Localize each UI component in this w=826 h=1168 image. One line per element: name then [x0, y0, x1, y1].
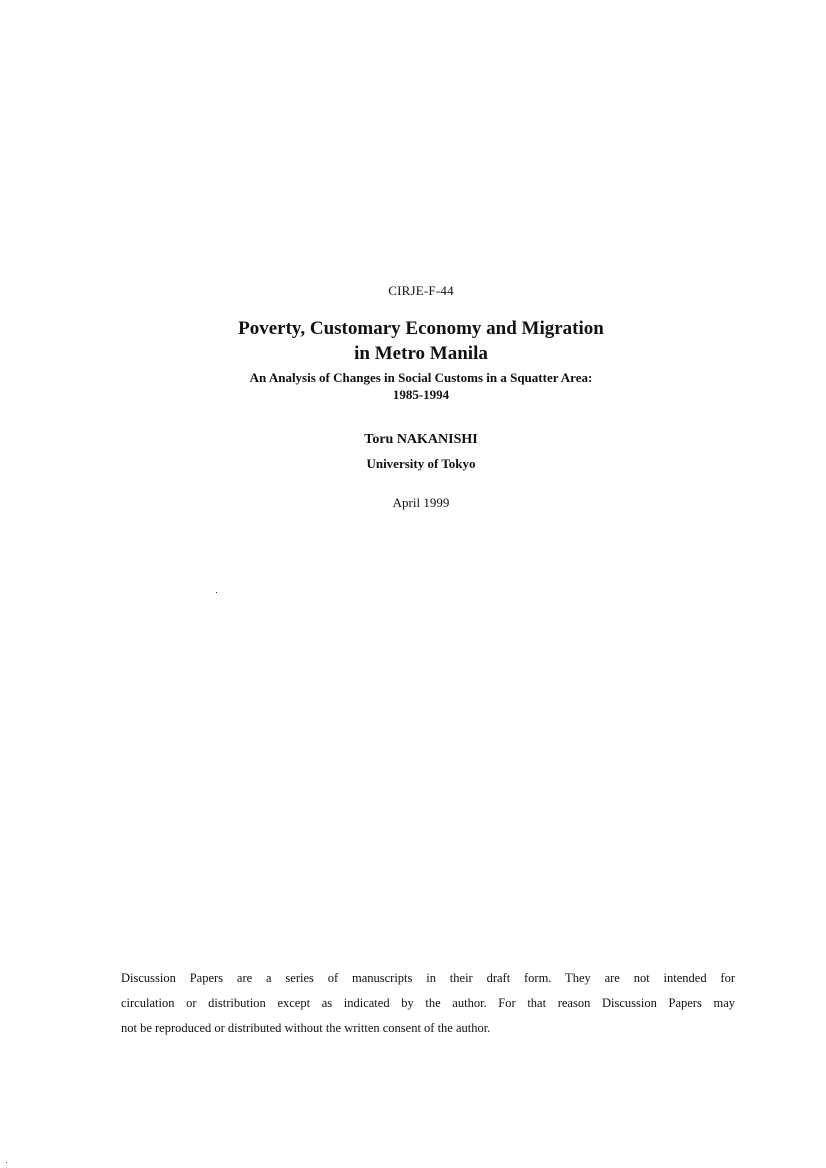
paper-subtitle-line-1: An Analysis of Changes in Social Customs in a Squatter Area: — [249, 370, 593, 385]
paper-title-line-2: in Metro Manila — [354, 343, 488, 364]
paper-id: CIRJE-F-44 — [388, 283, 454, 298]
scan-speck — [216, 592, 217, 593]
disclaimer-line-2: circulation or distribution except as indicated by the author. For that reason Discussion Papers may — [121, 996, 735, 1010]
paper-subtitle-line-2: 1985-1994 — [392, 387, 450, 402]
disclaimer-line-3: not be reproduced or distributed without the written consent of the author. — [121, 1021, 491, 1035]
publication-date: April 1999 — [392, 495, 450, 510]
paper-title-line-1: Poverty, Customary Economy and Migration — [238, 318, 604, 339]
disclaimer-paragraph — [121, 966, 735, 1041]
author-affiliation: University of Tokyo — [366, 456, 476, 471]
disclaimer-line-1: Discussion Papers are a series of manuscripts in their draft form. They are not intended for — [121, 971, 735, 985]
author-name: Toru NAKANISHI — [364, 432, 478, 447]
scan-speck — [6, 1162, 7, 1163]
